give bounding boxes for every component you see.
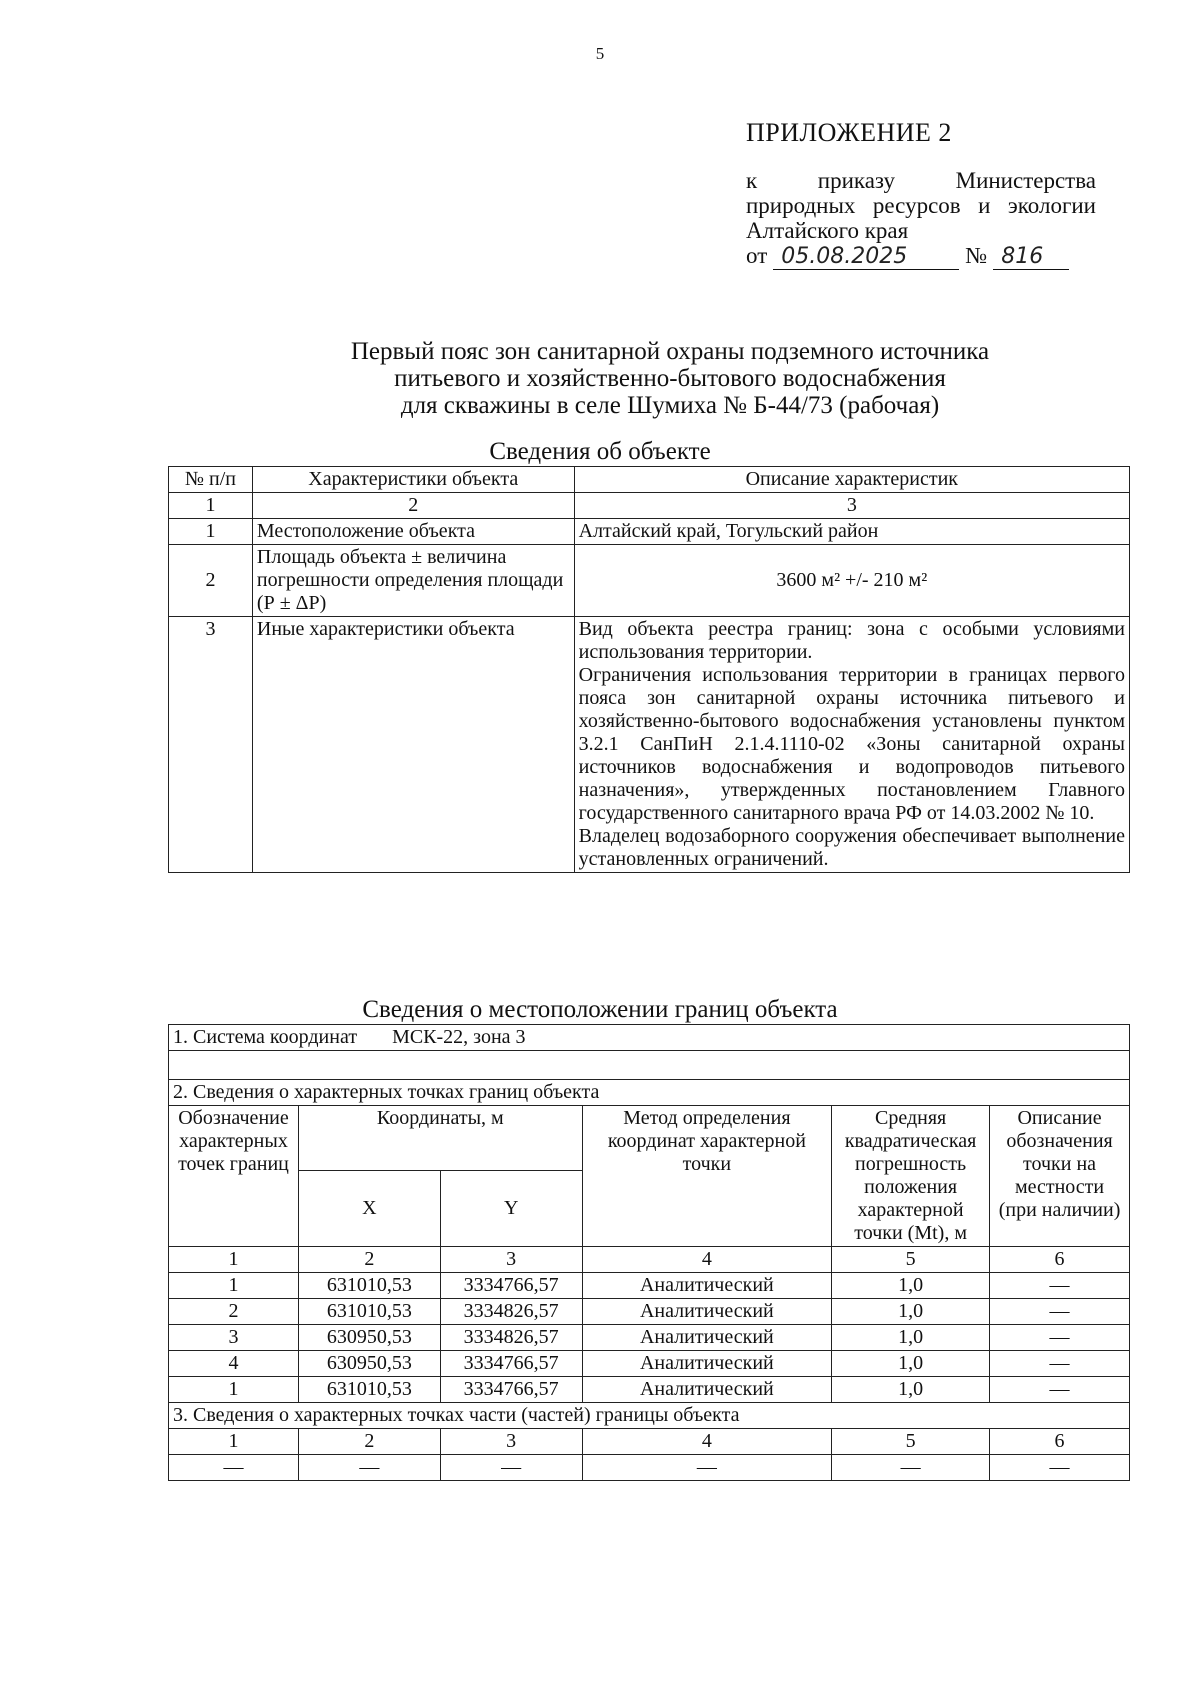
point-y: 3334766,57	[440, 1351, 582, 1377]
table-header-row	[169, 1106, 1130, 1171]
paragraph: Владелец водозаборного сооружения обеспечивает выполнение установленных ограничений.	[578, 825, 1125, 870]
header-cell: Характеристики объекта	[252, 467, 574, 493]
appendix-title: ПРИЛОЖЕНИЕ 2	[746, 118, 952, 147]
part-row	[169, 1455, 1130, 1481]
coord-system-label: 1. Система координат	[173, 1026, 358, 1048]
column-number: 6	[990, 1429, 1130, 1455]
point-method: Аналитический	[582, 1351, 832, 1377]
point-description: —	[990, 1325, 1130, 1351]
table-row	[169, 1273, 1130, 1299]
point-error: 1,0	[832, 1325, 990, 1351]
point-description: —	[990, 1351, 1130, 1377]
point-error: 1,0	[832, 1377, 990, 1403]
part-title-row	[169, 1403, 1130, 1429]
header-y: Y	[440, 1171, 582, 1247]
point-method: Аналитический	[582, 1299, 832, 1325]
column-number: 5	[832, 1429, 990, 1455]
object-info-table	[168, 466, 1130, 873]
point-description: —	[990, 1299, 1130, 1325]
point-id: 1	[169, 1377, 299, 1403]
point-x: 631010,53	[298, 1273, 440, 1299]
object-info-title: Сведения об объекте	[489, 438, 711, 465]
order-number: 816	[993, 244, 1069, 270]
row-number: 1	[169, 519, 253, 545]
column-number-row	[169, 493, 1130, 519]
appendix-order-reference: к приказу Министерства природных ресурсов и экологии Алтайского края	[746, 168, 1096, 243]
point-y: 3334766,57	[440, 1377, 582, 1403]
header-x: X	[298, 1171, 440, 1247]
points-title-row	[169, 1080, 1130, 1106]
table-row	[169, 1351, 1130, 1377]
characteristic-name: Иные характеристики объекта	[252, 617, 574, 873]
row-number: 2	[169, 545, 253, 617]
coord-system-value: МСК-22, зона 3	[392, 1026, 526, 1048]
coord-system-row	[169, 1025, 1130, 1051]
table-row	[169, 617, 1130, 873]
column-number-row	[169, 1247, 1130, 1273]
table-row	[169, 1325, 1130, 1351]
title-line: Первый пояс зон санитарной охраны подземного источника	[350, 338, 990, 365]
characteristic-name: Площадь объекта ± величина погрешности определения площади (Р ± ΔР)	[252, 545, 574, 617]
part-cell: —	[440, 1455, 582, 1481]
part-cell: —	[990, 1455, 1130, 1481]
table-header-row	[169, 467, 1130, 493]
point-x: 630950,53	[298, 1351, 440, 1377]
points-title: 2. Сведения о характерных точках границ объекта	[169, 1080, 1130, 1106]
point-description: —	[990, 1273, 1130, 1299]
paragraph: Вид объекта реестра границ: зона с особыми условиями использования территории.	[578, 618, 1125, 663]
point-y: 3334826,57	[440, 1299, 582, 1325]
column-number: 4	[582, 1429, 832, 1455]
header-method: Метод определения координат характерной точки	[582, 1106, 832, 1247]
point-x: 630950,53	[298, 1325, 440, 1351]
column-number: 6	[990, 1247, 1130, 1273]
row-number: 3	[169, 617, 253, 873]
order-date: 05.08.2025	[773, 244, 959, 270]
location-info-table	[168, 1024, 1130, 1481]
title-line: для скважины в селе Шумиха № Б-44/73 (рабочая)	[400, 392, 940, 419]
column-number: 1	[169, 1429, 299, 1455]
point-method: Аналитический	[582, 1273, 832, 1299]
characteristic-value: 3600 м² +/- 210 м²	[574, 545, 1129, 617]
point-x: 631010,53	[298, 1299, 440, 1325]
point-id: 1	[169, 1273, 299, 1299]
characteristic-value: Алтайский край, Тогульский район	[574, 519, 1129, 545]
part-cell: —	[582, 1455, 832, 1481]
title-line: питьевого и хозяйственно-бытового водоснабжения	[394, 365, 946, 392]
header-coordinates: Координаты, м	[298, 1106, 582, 1171]
part-title: 3. Сведения о характерных точках части (частей) границы объекта	[169, 1403, 1130, 1429]
from-label: от	[746, 243, 768, 268]
point-id: 3	[169, 1325, 299, 1351]
point-method: Аналитический	[582, 1377, 832, 1403]
table-row	[169, 545, 1130, 617]
point-error: 1,0	[832, 1273, 990, 1299]
column-number: 2	[252, 493, 574, 519]
table-row	[169, 519, 1130, 545]
header-designation: Обозначение характерных точек границ	[169, 1106, 299, 1247]
column-number: 1	[169, 493, 253, 519]
column-number: 4	[582, 1247, 832, 1273]
number-label: №	[965, 243, 988, 268]
part-cell: —	[298, 1455, 440, 1481]
part-cell: —	[832, 1455, 990, 1481]
table-row	[169, 1299, 1130, 1325]
point-error: 1,0	[832, 1299, 990, 1325]
point-y: 3334826,57	[440, 1325, 582, 1351]
paragraph: Ограничения использования территории в границах первого пояса зон санитарной охраны источника питьевого и хозяйственно-бытового водоснабжения установлены пунктом 3.2.1 СанПиН 2.1.4.1110-02 «Зоны санитарной охраны источников водоснабжения и водопроводов питьевого назначения», утвержденных постановлением Главного государственного санитарного врача РФ от 14.03.2002 № 10.	[578, 664, 1125, 824]
header-cell: Описание характеристик	[574, 467, 1129, 493]
point-y: 3334766,57	[440, 1273, 582, 1299]
header-description: Описание обозначения точки на местности (при наличии)	[990, 1106, 1130, 1247]
document-title	[300, 338, 1040, 419]
appendix-block	[746, 118, 1096, 270]
point-x: 631010,53	[298, 1377, 440, 1403]
point-id: 2	[169, 1299, 299, 1325]
characteristic-name: Местоположение объекта	[252, 519, 574, 545]
column-number: 5	[832, 1247, 990, 1273]
header-cell: № п/п	[169, 467, 253, 493]
part-cell: —	[169, 1455, 299, 1481]
header-error: Средняя квадратическая погрешность положения характерной точки (Mt), м	[832, 1106, 990, 1247]
appendix-date-number-line	[746, 243, 1096, 270]
point-description: —	[990, 1377, 1130, 1403]
column-number: 3	[440, 1429, 582, 1455]
location-info-title: Сведения о местоположении границ объекта	[362, 996, 838, 1023]
characteristic-value	[574, 617, 1129, 873]
column-number-row	[169, 1429, 1130, 1455]
column-number: 2	[298, 1429, 440, 1455]
point-method: Аналитический	[582, 1325, 832, 1351]
column-number: 1	[169, 1247, 299, 1273]
point-error: 1,0	[832, 1351, 990, 1377]
page-number: 5	[595, 44, 605, 63]
column-number: 3	[440, 1247, 582, 1273]
point-id: 4	[169, 1351, 299, 1377]
column-number: 2	[298, 1247, 440, 1273]
column-number: 3	[574, 493, 1129, 519]
table-row	[169, 1377, 1130, 1403]
spacer-row	[169, 1051, 1130, 1080]
